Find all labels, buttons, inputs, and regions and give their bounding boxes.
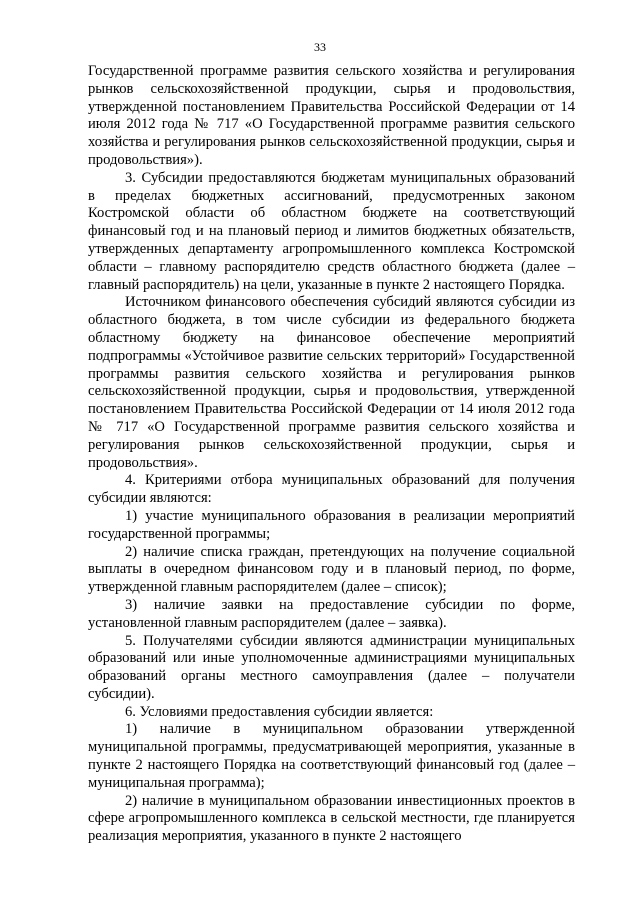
paragraph: 2) наличие в муниципальном образовании инвестиционных проектов в сфере агропромышленного комплекса в сельской местности, где планируется реализация мероприятия, указанного в пункте 2 настоящего	[88, 792, 575, 845]
paragraph: 5. Получателями субсидии являются администрации муниципальных образований или иные уполномоченные администрациями муниципальных образований органы местного самоуправления (далее – получатели субсидии).	[88, 632, 575, 702]
paragraph: Источником финансового обеспечения субсидий являются субсидии из областного бюджета, в том числе субсидии из федерального бюджета областному бюджету на финансовое обеспечение мероприятий подпрограммы «Устойчивое развитие сельских территорий» Государственной программы развития сельского хозяйства и регулирования рынков сельскохозяйственной продукции, сырья и продовольствия, утвержденной постановлением Правительства Российской Федерации от 14 июля 2012 года № 717 «О Государственной программе развития сельского хозяйства и регулирования рынков сельскохозяйственной продукции, сырья и продовольствия».	[88, 294, 575, 471]
paragraph: 1) наличие в муниципальном образовании утвержденной муниципальной программы, предусматривающей мероприятия, указанные в пункте 2 настоящего Порядка на соответствующий финансовый год (далее – муниципальная программа);	[88, 721, 575, 791]
document-body	[88, 63, 575, 846]
paragraph: 2) наличие списка граждан, претендующих на получение социальной выплаты в очередном финансовом году и в плановый период, по форме, утвержденной главным распорядителем (далее – список);	[88, 543, 575, 596]
paragraph: 3. Субсидии предоставляются бюджетам муниципальных образований в пределах бюджетных ассигнований, предусмотренных законом Костромской области об областном бюджете на соответствующий финансовый год и на плановый период и лимитов бюджетных обязательств, утвержденных департаменту агропромышленного комплекса Костромской области – главному распорядителю средств областного бюджета (далее – главный распорядитель) на цели, указанные в пункте 2 настоящего Порядка.	[88, 169, 575, 293]
paragraph: 4. Критериями отбора муниципальных образований для получения субсидии являются:	[88, 472, 575, 507]
page-number: 33	[314, 40, 326, 54]
paragraph: 6. Условиями предоставления субсидии является:	[125, 703, 434, 720]
paragraph: 1) участие муниципального образования в реализации мероприятий государственной программы;	[88, 507, 575, 542]
paragraph: Государственной программе развития сельского хозяйства и регулирования рынков сельскохозяйственной продукции, сырья и продовольствия, утвержденной постановлением Правительства Российской Федерации от 14 июля 2012 года № 717 «О Государственной программе развития сельского хозяйства и регулирования рынков сельскохозяйственной продукции, сырья и продовольствия»).	[88, 63, 575, 168]
paragraph: 3) наличие заявки на предоставление субсидии по форме, установленной главным распорядителем (далее – заявка).	[88, 596, 575, 631]
